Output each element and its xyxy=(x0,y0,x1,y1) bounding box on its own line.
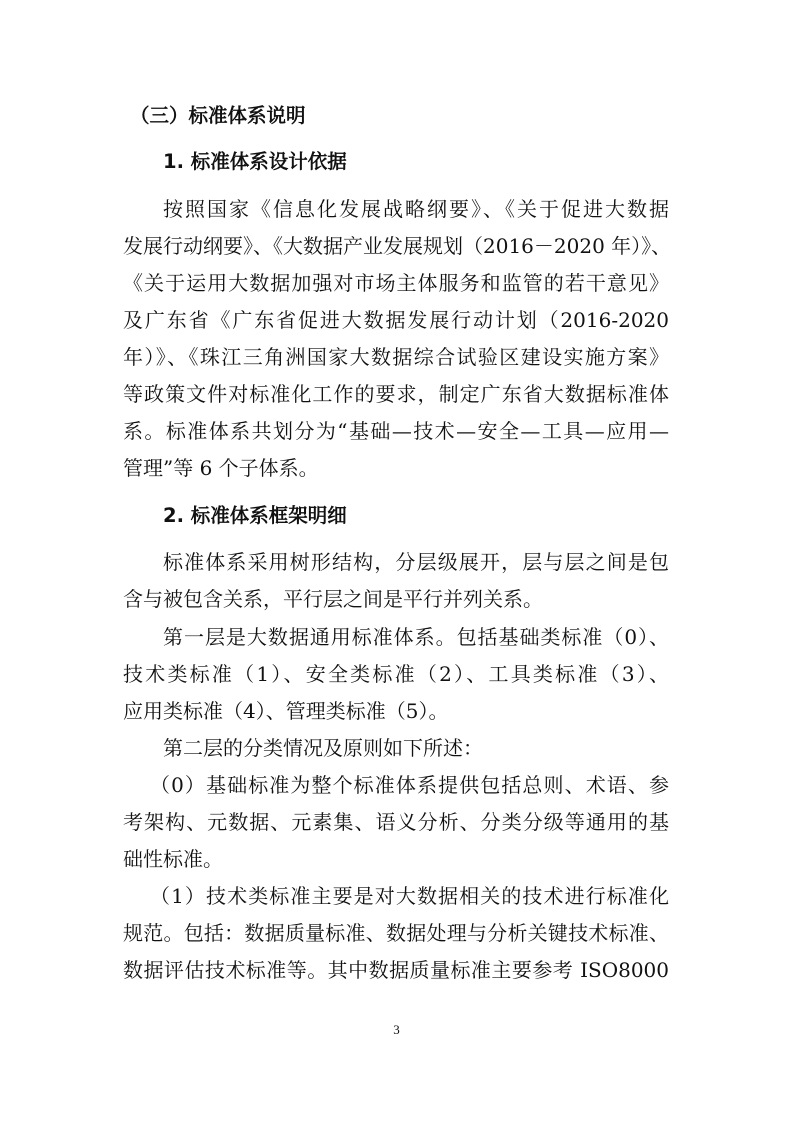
text-line: 础性标准。 xyxy=(123,847,223,871)
text-line: 标准体系采用树形结构，分层级展开，层与层之间是包 xyxy=(163,550,669,574)
text-line: 技术类标准（1）、安全类标准（2）、工具类标准（3）、 xyxy=(123,662,669,686)
text-line: 按照国家《信息化发展战略纲要》、《关于促进大数据 xyxy=(163,197,669,221)
text-line: 考架构、元数据、元素集、语义分析、分类分级等通用的基 xyxy=(123,810,669,834)
text-line: 系。标准体系共划分为“基础—技术—安全—工具—应用— xyxy=(123,419,669,443)
text-line: 管理”等 6 个子体系。 xyxy=(123,456,319,480)
text-line: 年）》、《珠江三角洲国家大数据综合试验区建设实施方案》 xyxy=(123,345,669,369)
text-line: 发展行动纲要》、《大数据产业发展规划（2016－2020 年）》、 xyxy=(123,234,672,258)
text-line: 应用类标准（4）、管理类标准（5）。 xyxy=(123,699,449,723)
text-line: 及广东省《广东省促进大数据发展行动计划（2016-2020 xyxy=(123,308,669,332)
subsection-heading-1: 1. 标准体系设计依据 xyxy=(163,150,347,173)
text-line: 第一层是大数据通用标准体系。包括基础类标准（0）、 xyxy=(163,625,669,649)
page-number: 3 xyxy=(393,1022,400,1037)
text-line: 数据评估技术标准等。其中数据质量标准主要参考 ISO8000 xyxy=(123,958,669,982)
text-line: （0）基础标准为整个标准体系提供包括总则、术语、参 xyxy=(150,773,669,797)
text-line: 第二层的分类情况及原则如下所述： xyxy=(163,736,483,760)
text-line: 规范。包括：数据质量标准、数据处理与分析关键技术标准、 xyxy=(123,921,669,945)
text-line: 《关于运用大数据加强对市场主体服务和监管的若干意见》 xyxy=(123,271,669,295)
text-line: （1）技术类标准主要是对大数据相关的技术进行标准化 xyxy=(150,884,669,908)
text-line: 等政策文件对标准化工作的要求，制定广东省大数据标准体 xyxy=(123,382,669,406)
subsection-heading-2: 2. 标准体系框架明细 xyxy=(163,504,347,527)
section-heading: （三）标准体系说明 xyxy=(130,104,306,127)
text-line: 含与被包含关系，平行层之间是平行并列关系。 xyxy=(123,587,543,611)
